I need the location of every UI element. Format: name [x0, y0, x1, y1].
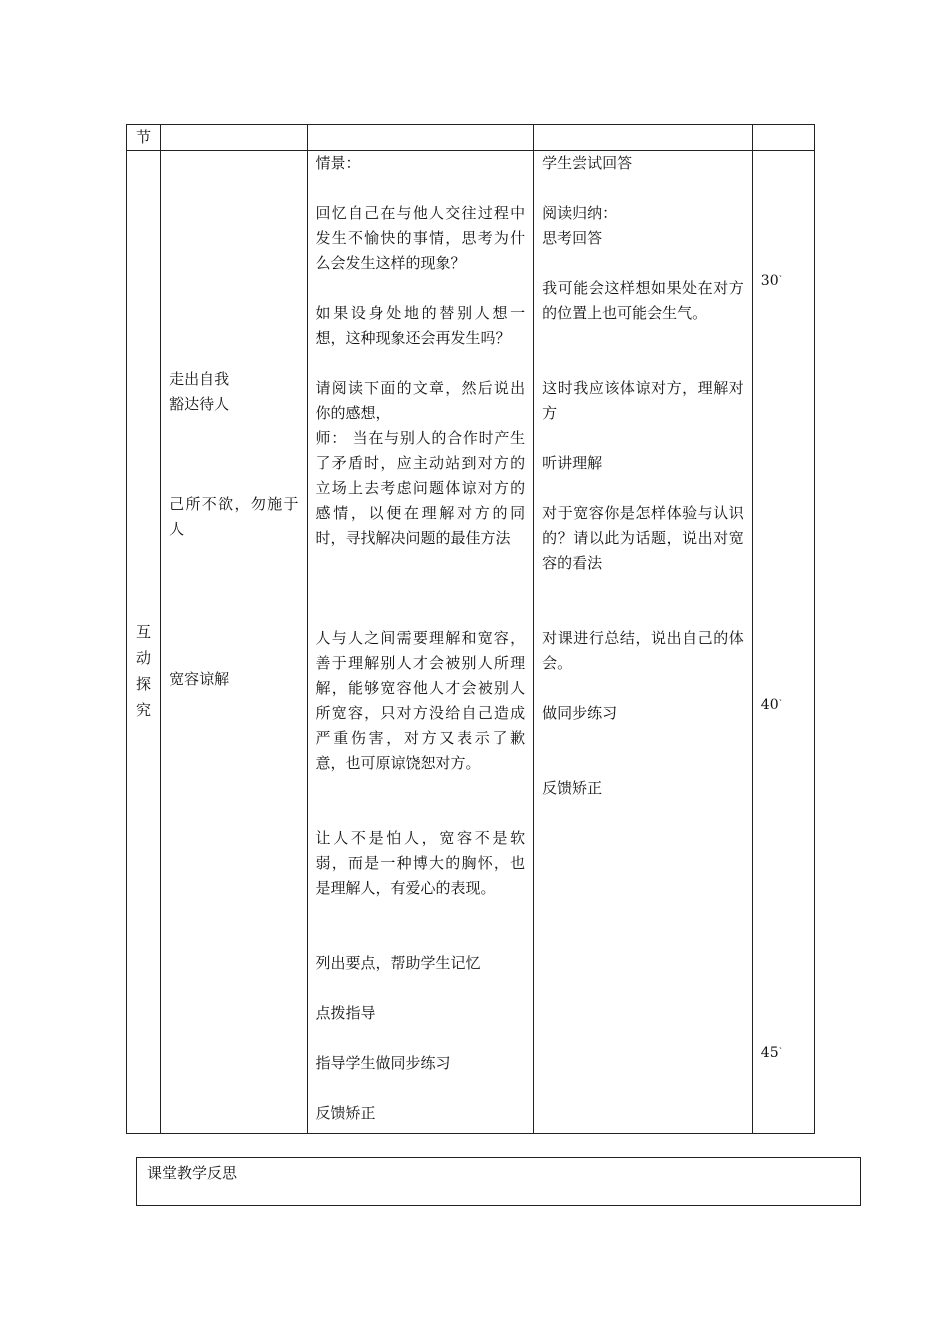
student-listen: 听讲理解 [542, 454, 603, 472]
student-reading: 阅读归纳： [542, 204, 618, 222]
time-cell [752, 151, 814, 1134]
teacher-explanation: 师： 当在与别人的合作时产生了矛盾时，应主动站到对方的立场上去考虑问题体谅对方的感情，以便在理解对方的同时，寻找解决问题的最佳方法 [315, 429, 526, 547]
table-header-row [127, 125, 815, 151]
teacher-practice: 指导学生做同步练习 [315, 1054, 451, 1072]
teacher-header-cell [307, 125, 534, 151]
student-activity-cell [534, 151, 753, 1134]
topic-header-cell [161, 125, 307, 151]
topic-2: 己所不欲，勿施于人 [169, 495, 299, 538]
stage-cell [127, 151, 161, 1134]
reflection-label: 课堂教学反思 [147, 1164, 238, 1182]
time-header-cell [752, 125, 814, 151]
student-header-cell [534, 125, 753, 151]
teacher-tolerance-summary: 人与人之间需要理解和宽容，善于理解别人才会被别人所理解，能够宽容他人才会被别人所宽容，只对方没给自己造成严重伤害，对方又表示了歉意，也可原谅饶恕对方。 [315, 629, 526, 772]
table-row [127, 151, 815, 1134]
topic-cell [161, 151, 307, 1134]
student-understand: 这时我应该体谅对方，理解对方 [542, 379, 744, 422]
topic-3: 宽容谅解 [169, 670, 230, 688]
topic-1: 走出自我 豁达待人 [169, 370, 230, 413]
teacher-empathy-question: 如果设身处地的替别人想一想，这种现象还会再发生吗？ [315, 304, 526, 347]
reflection-box [136, 1157, 861, 1206]
student-feedback: 反馈矫正 [542, 779, 603, 797]
student-summary: 对课进行总结，说出自己的体会。 [542, 629, 744, 672]
teacher-key-points: 列出要点，帮助学生记忆 [315, 954, 481, 972]
student-reflection: 我可能会这样想如果处在对方的位置上也可能会生气。 [542, 279, 744, 322]
teacher-feedback: 反馈矫正 [315, 1104, 376, 1122]
stage-label: 互 动 探 究 [136, 623, 152, 719]
teacher-activity-cell [307, 151, 534, 1134]
teacher-tolerance-note: 让人不是怕人，宽容不是软弱，而是一种博大的胸怀，也是理解人，有爱心的表现。 [315, 829, 526, 897]
time-marker-1: 30` [760, 273, 784, 289]
teacher-guidance: 点拨指导 [315, 1004, 376, 1022]
student-tolerance-topic: 对于宽容你是怎样体验与认识的？请以此为话题，说出对宽容的看法 [542, 504, 744, 572]
student-think: 思考回答 [542, 229, 603, 247]
student-practice: 做同步练习 [542, 704, 618, 722]
teacher-recall: 回忆自己在与他人交往过程中发生不愉快的事情，思考为什么会发生这样的现象？ [315, 204, 526, 272]
student-attempt: 学生尝试回答 [542, 154, 633, 172]
teacher-scenario: 情景： [315, 154, 361, 172]
time-marker-2: 40` [760, 697, 784, 713]
stage-header-cell: 节 [127, 125, 161, 151]
lesson-plan-table [126, 124, 815, 1134]
time-marker-3: 45` [760, 1045, 784, 1061]
teacher-reading-task: 请阅读下面的文章，然后说出你的感想， [315, 379, 526, 422]
